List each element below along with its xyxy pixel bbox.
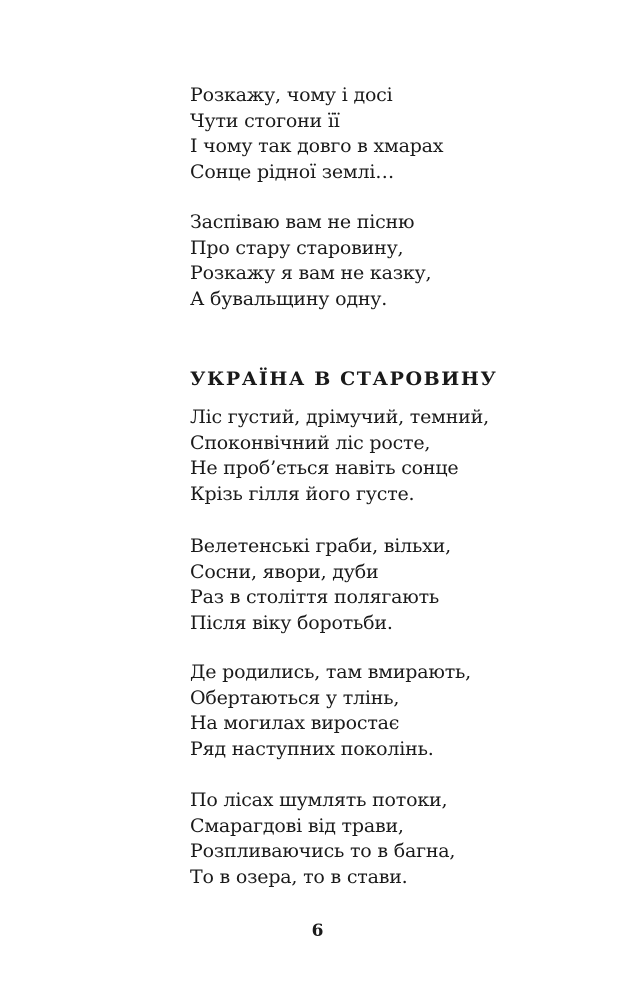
- poem-line: Розпливаючись то в багна,: [190, 840, 456, 863]
- poem-line: Про стару старовину,: [190, 236, 404, 259]
- poem-line: Раз в століття полягають: [190, 586, 440, 609]
- page-number: 6: [311, 921, 324, 941]
- poem-line: Обертаються у тлінь,: [190, 686, 400, 709]
- poem-line: Крізь гілля його густе.: [190, 482, 415, 505]
- poem-stanza: [190, 788, 455, 890]
- poem-stanza: [190, 660, 471, 762]
- poem-line: Сонце рідної землі…: [190, 160, 395, 183]
- poem-stanza: [190, 210, 431, 312]
- poem-line: По лісах шумлять потоки,: [190, 789, 448, 811]
- poem-line: Споконвічний ліс росте,: [190, 431, 431, 454]
- poem-stanza: [190, 83, 443, 185]
- poem-line: Розкажу, чому і досі: [190, 84, 393, 106]
- poem-line: Де родились, там вмирають,: [190, 661, 472, 683]
- poem-line: Ряд наступних поколінь.: [190, 737, 434, 760]
- poem-line: Не проб’ється навіть сонце: [190, 457, 459, 480]
- poem-line: Розкажу я вам не казку,: [190, 262, 432, 285]
- poem-line: Після віку боротьби.: [190, 611, 393, 634]
- poem-line: Заспіваю вам не пісню: [190, 211, 415, 233]
- poem-line: А бувальщину одну.: [190, 287, 388, 310]
- poem-line: Сосни, явори, дуби: [190, 560, 379, 583]
- poem-line: І чому так довго в хмарах: [190, 135, 444, 158]
- section-heading: УКРАЇНА В СТАРОВИНУ: [190, 368, 498, 390]
- poem-line: На могилах виростає: [190, 712, 400, 735]
- poem-line: То в озера, то в стави.: [190, 865, 408, 888]
- poem-line: Чути стогони її: [190, 109, 340, 132]
- poem-line: Велетенські граби, вільхи,: [190, 535, 451, 557]
- poem-line: Смарагдові від трави,: [190, 814, 404, 837]
- poem-line: Ліс густий, дрімучий, темний,: [190, 406, 489, 428]
- poem-stanza: [190, 534, 451, 636]
- poem-stanza: [190, 405, 489, 507]
